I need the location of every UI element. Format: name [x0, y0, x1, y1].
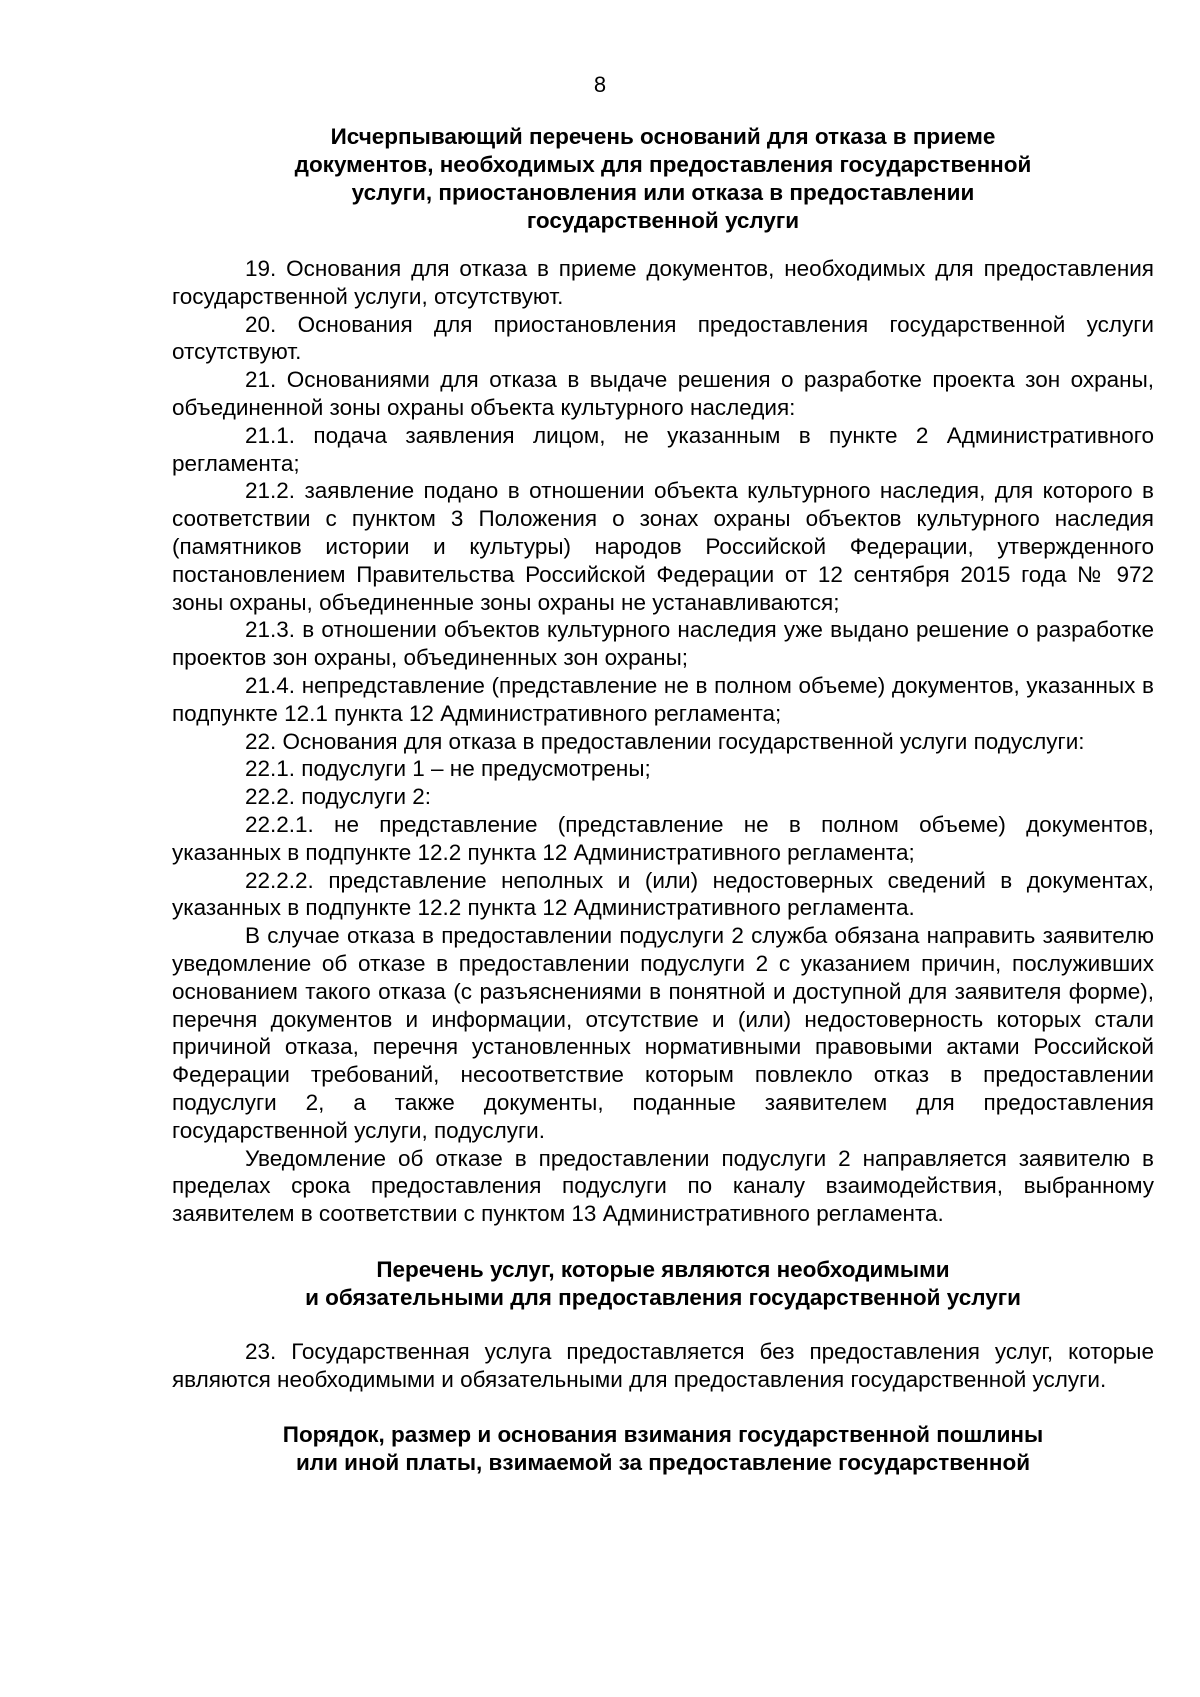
paragraph-refusal-notice: В случае отказа в предоставлении подуслуги 2 служба обязана направить заявителю уведомление об отказе в предоставлении подуслуги 2 с указанием причин, послуживших основанием такого отказа (с разъяснениями в понятной и доступной для заявителя форме), перечня документов и информации, отсутствие и (или) недостоверность которых стали причиной отказа, перечня установленных нормативными правовыми актами Российской Федерации требований, несоответствие которым повлекло отказ в предоставлении подуслуги 2, а также документы, поданные заявителем для предоставления государственной услуги, подуслуги.	[172, 923, 1154, 1143]
heading-line: Исчерпывающий перечень оснований для отказа в приеме	[330, 124, 996, 149]
paragraph-23: 23. Государственная услуга предоставляется без предоставления услуг, которые являются необходимыми и обязательными для предоставления государственной услуги.	[172, 1338, 1154, 1392]
spacer	[172, 1393, 1154, 1421]
paragraph-20: 20. Основания для приостановления предоставления государственной услуги отсутствуют.	[172, 311, 1154, 365]
heading-line: документов, необходимых для предоставления государственной	[294, 152, 1032, 177]
spacer	[172, 1312, 1154, 1338]
paragraph-22-2-2: 22.2.2. представление неполных и (или) недостоверных сведений в документах, указанных в подпункте 12.2 пункта 12 Административного регламента.	[172, 867, 1154, 921]
spacer	[172, 235, 1154, 255]
heading-line: и обязательными для предоставления государственной услуги	[305, 1284, 1021, 1310]
spacer	[172, 1228, 1154, 1256]
paragraph-notice-delivery: Уведомление об отказе в предоставлении подуслуги 2 направляется заявителю в пределах срока предоставления подуслуги по каналу взаимодействия, выбранному заявителем в соответствии с пунктом 13 Административного регламента.	[172, 1145, 1154, 1227]
paragraph-22-2-1: 22.2.1. не представление (представление не в полном объеме) документов, указанных в подпункте 12.2 пункта 12 Административного регламента;	[172, 811, 1154, 865]
paragraph-22-2: 22.2. подуслуги 2:	[245, 784, 432, 810]
paragraph-21-4: 21.4. непредставление (представление не в полном объеме) документов, указанных в подпункте 12.1 пункта 12 Административного регламента;	[172, 672, 1154, 726]
paragraph-21-1: 21.1. подача заявления лицом, не указанным в пункте 2 Административного регламента;	[172, 422, 1154, 476]
paragraph-21-2: 21.2. заявление подано в отношении объекта культурного наследия, для которого в соответствии с пунктом 3 Положения о зонах охраны объектов культурного наследия (памятников истории и культуры) народов Российской Федерации, утвержденного постановлением Правительства Российской Федерации от 12 сентября 2015 года № 972 зоны охраны, объединенные зоны охраны не устанавливаются;	[172, 478, 1154, 615]
heading-line: или иной платы, взимаемой за предоставление государственной	[295, 1450, 1031, 1476]
paragraph-19: 19. Основания для отказа в приеме документов, необходимых для предоставления государственной услуги, отсутствуют.	[172, 256, 1154, 309]
paragraph-22: 22. Основания для отказа в предоставлении государственной услуги подуслуги:	[245, 728, 1085, 754]
section-body-required-services	[172, 1338, 1154, 1394]
section-heading-fee-procedure	[172, 1421, 1154, 1477]
heading-line: Порядок, размер и основания взимания государственной пошлины	[282, 1422, 1044, 1448]
section-heading-required-services	[172, 1256, 1154, 1312]
document-body	[172, 123, 1154, 1477]
section-heading-refusal-grounds	[172, 123, 1154, 235]
paragraph-22-1: 22.1. подуслуги 1 – не предусмотрены;	[245, 756, 651, 782]
section-body-refusal-grounds	[172, 255, 1154, 1228]
paragraph-21: 21. Основаниями для отказа в выдаче решения о разработке проекта зон охраны, объединенной зоны охраны объекта культурного наследия:	[172, 367, 1154, 420]
heading-line: услуги, приостановления или отказа в предоставлении	[351, 180, 975, 205]
paragraph-21-3: 21.3. в отношении объектов культурного наследия уже выдано решение о разработке проектов зон охраны, объединенных зон охраны;	[172, 617, 1154, 671]
page-number: 8	[593, 72, 607, 97]
heading-line: государственной услуги	[526, 208, 800, 233]
heading-line: Перечень услуг, которые являются необходимыми	[376, 1256, 950, 1282]
